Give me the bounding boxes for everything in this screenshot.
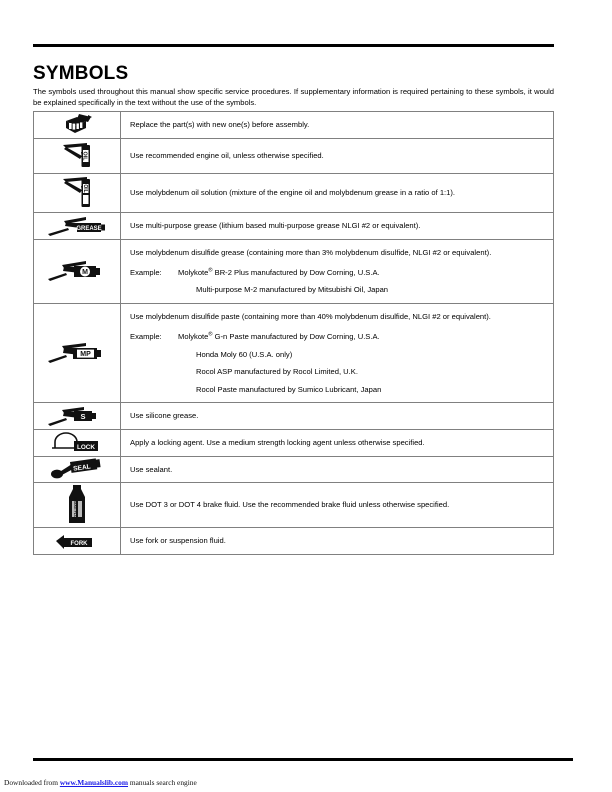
engine-oil-icon	[34, 139, 120, 173]
symbols-table	[33, 111, 554, 555]
table-row	[34, 430, 554, 457]
sealant-icon	[34, 457, 120, 481]
icon-label: MP	[80, 351, 91, 359]
description-cell	[121, 303, 554, 403]
molybdenum-oil-icon	[34, 174, 120, 212]
footer-attribution	[4, 778, 197, 787]
description-cell	[121, 483, 554, 528]
row-example-line: Rocol ASP manufactured by Rocol Limited, U.K.	[196, 367, 358, 377]
example-first-line: Molykote® G-n Paste manufactured by Dow Corning, U.S.A.	[178, 331, 380, 342]
intro-paragraph: The symbols used throughout this manual show specific service procedures. If supplementary information is required pertaining to these symbols, it would be explained specifically in the text without the use of the symbols.	[33, 86, 554, 108]
description-cell	[121, 139, 554, 174]
brake-fluid-icon	[34, 483, 120, 527]
row-text: Use fork or suspension fluid.	[130, 536, 226, 546]
icon-label: GREASE	[76, 225, 102, 232]
icon-cell	[34, 213, 121, 240]
icon-label: SEAL	[72, 463, 92, 474]
table-row	[34, 483, 554, 528]
icon-cell	[34, 239, 121, 303]
description-cell	[121, 528, 554, 555]
example-label: Example:	[130, 267, 162, 277]
icon-cell	[34, 174, 121, 213]
row-text: Apply a locking agent. Use a medium strength locking agent unless otherwise specified.	[130, 438, 425, 447]
icon-cell	[34, 403, 121, 430]
icon-label: OIL	[81, 151, 88, 161]
row-example	[130, 265, 544, 278]
description-cell	[121, 112, 554, 139]
icon-cell	[34, 303, 121, 403]
description-cell	[121, 456, 554, 483]
table-row	[34, 174, 554, 213]
row-text: Use recommended engine oil, unless otherwise specified.	[130, 151, 324, 161]
icon-cell	[34, 139, 121, 174]
description-cell	[121, 174, 554, 213]
row-example	[130, 330, 544, 343]
table-row	[34, 112, 554, 139]
table-row	[34, 303, 554, 403]
molybdenum-disulfide-paste-icon	[34, 341, 120, 365]
table-row	[34, 213, 554, 240]
row-text: Use molybdenum disulfide grease (containing more than 3% molybdenum disulfide, NLGI #2 or equivalent).	[130, 247, 492, 257]
icon-cell	[34, 112, 121, 139]
example-first-line: Molykote® BR-2 Plus manufactured by Dow Corning, U.S.A.	[178, 267, 380, 277]
registered-mark-icon: ®	[208, 331, 213, 338]
description-cell	[121, 430, 554, 457]
row-text: Use multi-purpose grease (lithium based multi-purpose grease NLGI #2 or equivalent).	[130, 221, 421, 230]
row-text: Replace the part(s) with new one(s) before assembly.	[130, 120, 310, 130]
icon-label: OIL	[81, 184, 88, 193]
icon-label: FORK	[70, 540, 88, 547]
row-example-line: Multi-purpose M-2 manufactured by Mitsubishi Oil, Japan	[196, 285, 389, 295]
page-title: SYMBOLS	[33, 62, 129, 84]
icon-label: BRAKE FLUID	[73, 497, 77, 522]
footer-prefix: Downloaded from	[4, 778, 60, 787]
example-label: Example:	[130, 332, 162, 342]
table-row	[34, 239, 554, 303]
description-cell	[121, 239, 554, 303]
row-example-line: Rocol Paste manufactured by Sumico Lubricant, Japan	[196, 384, 382, 394]
molybdenum-disulfide-grease-icon	[34, 259, 120, 283]
row-example-line: Honda Moly 60 (U.S.A. only)	[196, 349, 293, 359]
fork-fluid-icon	[34, 531, 120, 551]
icon-label: S	[80, 412, 86, 422]
row-text: Use silicone grease.	[130, 411, 199, 421]
row-text: Use DOT 3 or DOT 4 brake fluid. Use the recommended brake fluid unless otherwise specified.	[130, 500, 450, 510]
table-row	[34, 528, 554, 555]
footer-rule	[33, 758, 573, 761]
silicone-grease-icon	[34, 405, 120, 427]
icon-cell	[34, 528, 121, 555]
row-text: Use sealant.	[130, 464, 173, 474]
table-row	[34, 456, 554, 483]
locking-agent-icon	[34, 431, 120, 455]
icon-label: LOCK	[76, 443, 96, 451]
header-rule	[33, 44, 554, 47]
description-cell	[121, 403, 554, 430]
new-part-icon	[34, 112, 120, 138]
icon-cell	[34, 430, 121, 457]
footer-suffix: manuals search engine	[128, 778, 197, 787]
manualslib-link[interactable]: www.Manualslib.com	[59, 778, 128, 787]
description-cell	[121, 213, 554, 240]
row-text: Use molybdenum disulfide paste (containing more than 40% molybdenum disulfide, NLGI #2 or equivalent).	[130, 311, 491, 321]
table-row	[34, 139, 554, 174]
icon-cell	[34, 456, 121, 483]
icon-cell	[34, 483, 121, 528]
row-text: Use molybdenum oil solution (mixture of the engine oil and molybdenum grease in a ratio of 1:1).	[130, 188, 456, 198]
table-row	[34, 403, 554, 430]
icon-label: M	[82, 269, 88, 277]
multi-purpose-grease-icon	[34, 215, 120, 237]
registered-mark-icon: ®	[208, 267, 213, 274]
